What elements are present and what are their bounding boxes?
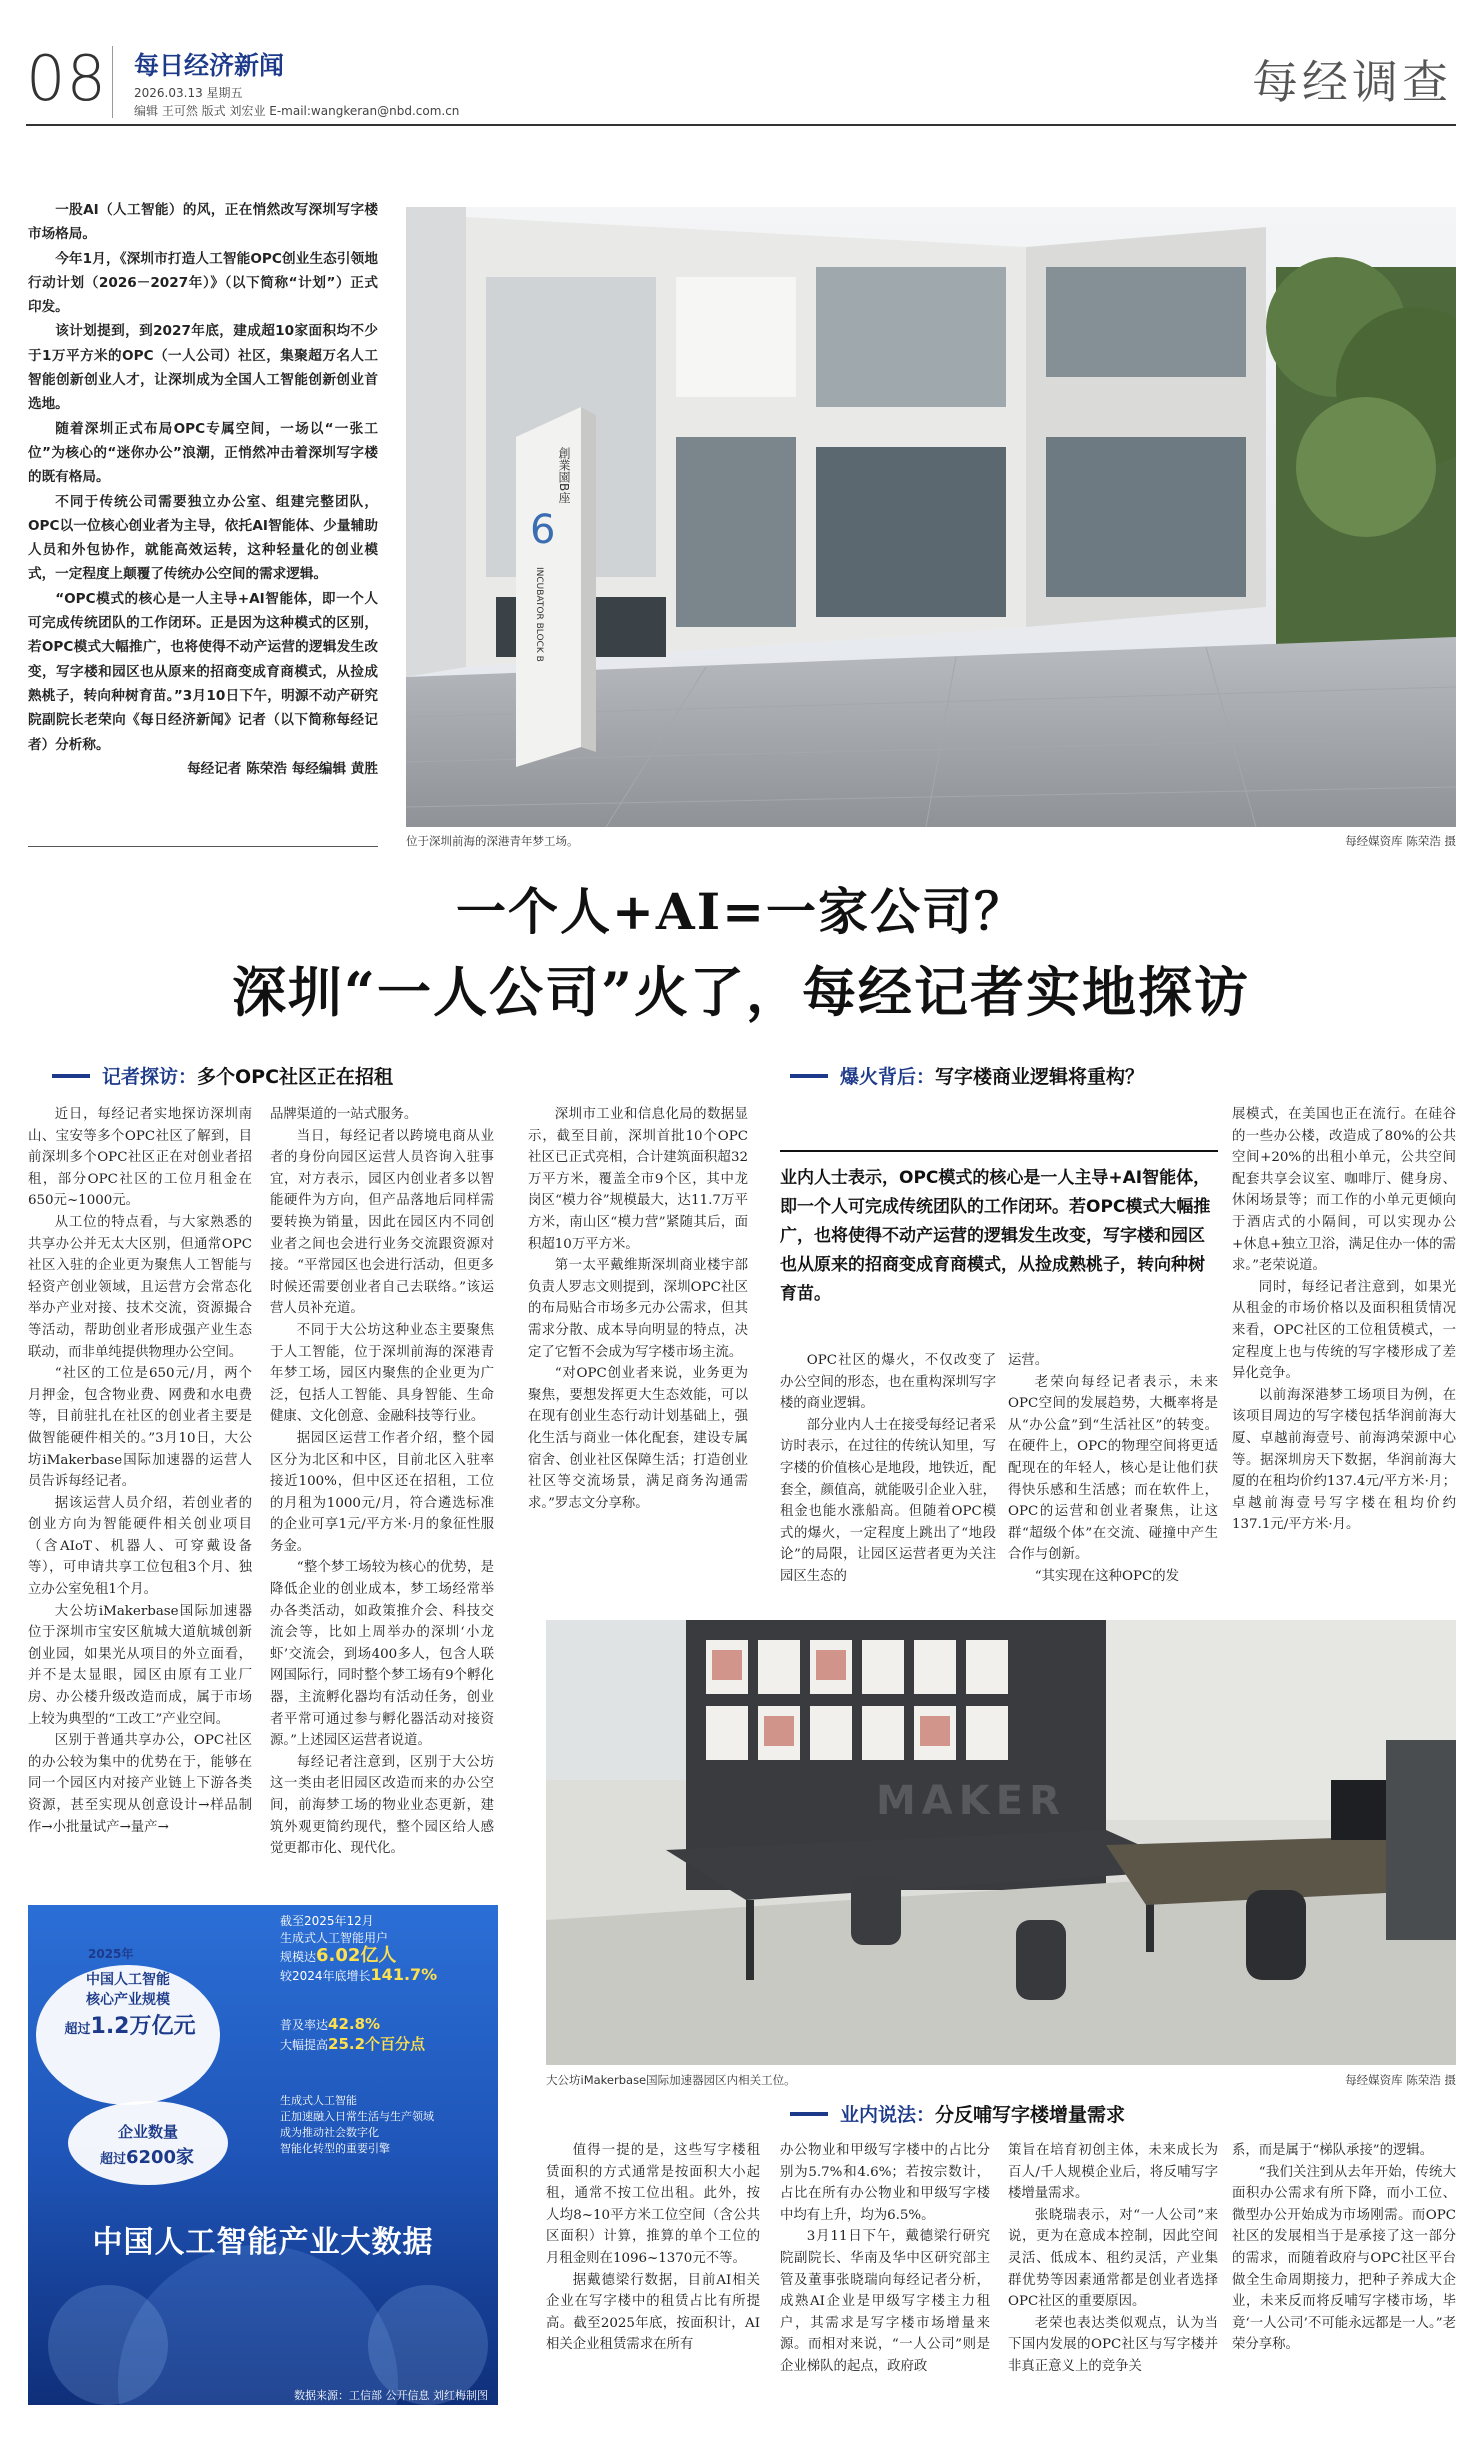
sign-number: 6 [530, 507, 556, 553]
paragraph: 以前海深港梦工场项目为例，在该项目周边的写字楼包括华润前海大厦、卓越前海壹号、前海鸿荣源中心等。据深圳房天下数据，华润前海大厦的在租均价约137.4元/平方米·月；卓越前海壹号写字楼在租均价约137.1元/平方米·月。 [1232, 1387, 1456, 1533]
date-line: 2026.03.13 星期五 [134, 86, 243, 100]
section2-heading [790, 1062, 1144, 1089]
paragraph: “社区的工位是650元/月，两个月押金，包含物业费、网费和水电费等，目前驻扎在社区的创业者主要是做智能硬件相关的。”3月10日，大公坊iMakerbase国际加速器的运营人员告诉每经记者。 [28, 1366, 252, 1490]
paragraph: 策旨在培育初创主体，未来成长为百人/千人规模企业后，将反哺写字楼增量需求。 [1008, 2143, 1218, 2202]
infobox-big-title: 中国人工智能产业大数据 [92, 2225, 434, 2260]
infobox-market-value [50, 2009, 210, 2040]
photo1-caption: 位于深圳前海的深港青年梦工场。 [406, 834, 579, 848]
paragraph: 老荣向每经记者表示，未来OPC空间的发展趋势，大概率将是从“办公盒”到“生活社区”的转变。在硬件上，OPC的物理空间将更适配现在的年轻人，核心是让他们获得快乐感和生活感；而在软件上，OPC的运营和创业者聚焦，让这群“超级个体”在交流、碰撞中产生合作与创新。 [1008, 1374, 1218, 1563]
paragraph: 部分业内人士在接受每经记者采访时表示，在过往的传统认知里，写字楼的价值核心是地段，地铁近，配套全，颜值高，就能吸引企业入驻，租金也能水涨船高。但随着OPC模式的爆火，一定程度上跳出了“地段论”的局限，让园区运营者更为关注园区生态的 [780, 1417, 996, 1584]
paragraph: 办公物业和甲级写字楼中的占比分别为5.7%和4.6%；若按宗数计，占比在所有办公物业和甲级写字楼中均有上升，均为6.5%。 [780, 2143, 990, 2223]
intro-text [28, 198, 378, 781]
intro-paragraph: 不同于传统公司需要独立办公室、组建完整团队，OPC以一位核心创业者为主导，依托AI智能体、少量辅助人员和外包协作，就能高效运转，这种轻量化的创业模式，一定程度上颠覆了传统办公空间的需求逻辑。 [28, 493, 378, 583]
building-photo [406, 207, 1456, 827]
pull-quote: 业内人士表示，OPC模式的核心是一人主导+AI智能体，即一个人可完成传统团队的工作闭环。若OPC模式大幅推广，也将使得不动产运营的逻辑发生改变，写字楼和园区也从原来的招商变成育商模式，从捡成熟桃子，转向种树育苗。 [780, 1168, 1211, 1304]
section2-title: 写字楼商业逻辑将重构？ [935, 1066, 1145, 1088]
firms-prefix: 超过 [99, 2152, 126, 2167]
heading-bar [52, 1074, 90, 1078]
sign-english: INCUBATOR BLOCK B [534, 567, 544, 662]
infobox-source: 数据来源：工信部 公开信息 刘红梅制图 [294, 2389, 488, 2402]
intro-paragraph: “OPC模式的核心是一人主导+AI智能体，即一个人可完成传统团队的工作闭环。正是因为这种模式的区别，若OPC模式大幅推广，也将使得不动产运营的逻辑发生改变，写字楼和园区也从原来的招商变成育商模式，从捡成熟桃子，转向种树育苗。”3月10日下午，明源不动产研究院副院长老荣向《每日经济新闻》记者（以下简称每经记者）分析称。 [28, 590, 378, 753]
headline-line1: 一个人+AI=一家公司？ [456, 882, 1026, 941]
paragraph: 当日，每经记者以跨境电商从业者的身份向园区运营人员咨询入驻事宜，对方表示，园区内创业者多以智能硬件为方向，但产品落地后同样需要转换为销量，因此在园区内不同创业者之间也会进行业务交流跟资源对接。“平常园区也会进行活动，但更多时候还需要创业者自己去联络。”该运营人员补充道。 [270, 1128, 494, 1317]
growth-prefix: 较2024年底增长 [280, 1969, 371, 1983]
paragraph: “对OPC创业者来说，业务更为聚焦，要想发挥更大生态效能，可以在现有创业生态行动计划基础上，强化生活与商业一体化配套，建设专属宿舍、创业社区保障生活；打造创业社区等交流场景，满足商务沟通需求。”罗志文分享称。 [528, 1366, 748, 1511]
genai-block [280, 2093, 434, 2157]
users-prefix: 规模达 [280, 1950, 317, 1964]
paragraph: 品牌渠道的一站式服务。 [270, 1107, 418, 1122]
users-value: 6.02亿人 [316, 1945, 397, 1966]
paragraph: 运营。 [1008, 1353, 1049, 1368]
wall-text: MAKER [876, 1778, 1066, 1824]
section2-column-2 [1008, 1350, 1218, 1588]
users-block [280, 1913, 437, 1985]
genai-line2: 正加速融入日常生活与生产领域 [280, 2110, 434, 2123]
paragraph: 近日，每经记者实地探访深圳南山、宝安等多个OPC社区了解到，目前深圳多个OPC社区正在对创业者招租，部分OPC社区的工位月租金在650元~1000元。 [28, 1107, 252, 1209]
section-title: 每经调查 [1252, 55, 1452, 109]
paragraph: 区别于普通共享办公，OPC社区的办公较为集中的优势在于，能够在同一个园区内对接产业链上下游各类资源，甚至实现从创意设计→样品制作→小批量试产→量产→ [28, 1733, 252, 1835]
quote-rule-top [780, 1150, 1218, 1152]
paragraph: “其实现在这种OPC的发 [1034, 1568, 1180, 1584]
heading-bar [790, 1074, 828, 1078]
paragraph: OPC社区的爆火，不仅改变了办公空间的形态，也在重构深圳写字楼的商业逻辑。 [780, 1353, 996, 1412]
editor-line: 编辑 王可然 版式 刘宏业 E-mail:wangkeran@nbd.com.cn [134, 104, 460, 118]
ai-infographic [28, 1905, 498, 2405]
firms-value: 6200家 [125, 2147, 195, 2168]
photo2-caption: 大公坊iMakerbase国际加速器园区内相关工位。 [546, 2073, 796, 2087]
page-number: 08 [26, 42, 107, 115]
firms-label: 企业数量 [117, 2123, 178, 2141]
paragraph: “整个梦工场较为核心的优势，是降低企业的创业成本，梦工场经常举办各类活动，如政策推介会、科技交流会等，比如上周举办的深圳‘小龙虾’交流会，到场400多人，包含人联网国际行，同时整个梦工场有9个孵化器，主流孵化器均有活动任务，创业者平常可通过参与孵化器活动对接资源。”上述园区运营者说道。 [270, 1560, 494, 1749]
market-value: 1.2万亿元 [90, 2014, 196, 2039]
paragraph: 3月11日下午，戴德梁行研究院副院长、华南及华中区研究部主管及董事张晓瑞向每经记者分析，成熟AI企业是甲级写字楼主力租户，其需求是写字楼市场增量来源。而相对来说，“一人公司”则是企业梯队的起点，政府政 [780, 2229, 990, 2374]
section1-keyword: 记者探访： [102, 1066, 198, 1088]
section3-keyword: 业内说法： [840, 2104, 936, 2126]
section3-column-3 [1008, 2140, 1218, 2378]
paragraph: 第一太平戴维斯深圳商业楼宇部负责人罗志文则提到，深圳OPC社区的布局贴合市场多元办公需求，但其需求分散、成本导向明显的特点，决定了它暂不会成为写字楼市场主流。 [528, 1258, 748, 1360]
users-growth: 141.7% [370, 1965, 438, 1984]
paragraph: 据戴德梁行数据，目前AI相关企业在写字楼中的租赁占比有所提高。截至2025年底，按面积计，AI相关企业租赁需求在所有 [546, 2272, 760, 2353]
paragraph: 大公坊iMakerbase国际加速器位于深圳市宝安区航城大道航城创新创业园，如果光从项目的外立面看，并不是太显眼，园区由原有工业厂房、办公楼升级改造而成，属于市场上较为典型的“工改工”产业空间。 [28, 1603, 252, 1727]
penetration-value: 42.8% [328, 2015, 381, 2033]
market-prefix: 超过 [64, 2022, 91, 2037]
section2-column-3 [1232, 1104, 1456, 1536]
paragraph: 深圳市工业和信息化局的数据显示，截至目前，深圳首批10个OPC社区已正式亮相，合计建筑面积超32万平方米，覆盖全市9个区，其中龙岗区“模力谷”规模最大，达11.7万平方米，南山区“模力营”紧随其后，面积超10万平方米。 [528, 1107, 748, 1252]
section3-column-4 [1232, 2140, 1456, 2356]
paragraph: 从工位的特点看，与大家熟悉的共享办公并无太大区别，但通常OPC社区入驻的企业更为聚焦人工智能与轻资产创业领域，且运营方会常态化举办产业对接、技术交流，资源撮合等活动，帮助创业者形成强产业生态联动，而非单纯提供物理办公空间。 [28, 1214, 252, 1360]
penetration-prefix: 普及率达 [280, 2018, 329, 2032]
section3-heading [790, 2100, 1125, 2127]
penetration-block [280, 2015, 425, 2055]
paragraph: 据该运营人员介绍，若创业者的创业方向为智能硬件相关创业项目（含AIoT、机器人、可穿戴设备等），可申请共享工位包租3个月、独立办公室免租1个月。 [28, 1495, 252, 1598]
byline: 每经记者 陈荣浩 每经编辑 黄胜 [187, 760, 378, 777]
section3-title: 分反哺写字楼增量需求 [935, 2104, 1126, 2126]
infobox-year: 2025年 [88, 1947, 134, 1961]
paragraph: “我们关注到从去年开始，传统大面积办公需求有所下降，而小工位、微型办公开始成为市场刚需。而OPC社区的发展相当于是承接了这一部分的需求，而随着政府与OPC社区平台做全生命周期接力，把种子养成大企业，未来反而将反哺写字楼市场，毕竟‘一人公司’不可能永远都是一人。”老荣分享称。 [1232, 2164, 1456, 2353]
header-rule [26, 124, 1456, 126]
paragraph: 不同于大公坊这种业态主要聚焦于人工智能，位于深圳前海的深港青年梦工场，园区内聚焦的企业更为广泛，包括人工智能、具身智能、生命健康、文化创意、金融科技等行业。 [270, 1322, 494, 1425]
paragraph: 系，而是属于“梯队承接”的逻辑。 [1232, 2143, 1434, 2158]
section3-column-2 [780, 2140, 990, 2378]
photo2-credit: 每经媒资库 陈荣浩 摄 [1345, 2073, 1456, 2087]
paragraph: 值得一提的是，这些写字楼租赁面积的方式通常是按面积大小起租，通常不按工位出租。此外，按人均8~10平方米工位空间（含公共区面积）计算，推算的单个工位的月租金则在1096~1370元不等。 [546, 2143, 760, 2266]
section1-column-1 [28, 1104, 252, 1838]
paragraph: 展模式，在美国也正在流行。在硅谷的一些办公楼，改造成了80%的公共空间+20%的出租小单元，公共空间配套共享会议室、咖啡厅、健身房、休闲场景等；而工作的小单元更倾向于酒店式的小隔间，可以实现办公+休息+独立卫浴，满足住办一体的需求。”老荣说道。 [1232, 1107, 1456, 1274]
header-divider [112, 46, 113, 118]
section1-column-2 [270, 1104, 494, 1860]
paragraph: 同时，每经记者注意到，如果光从租金的市场价格以及面积租赁情况来看，OPC社区的工位租赁模式，一定程度上也与传统的写字楼形成了差异化竞争。 [1232, 1279, 1456, 1382]
sign-chinese: 創業園B座 [557, 447, 571, 504]
genai-line1: 生成式人工智能 [280, 2094, 357, 2107]
section1-column-3 [528, 1104, 748, 1514]
infobox-market-line1: 中国人工智能 [86, 1972, 170, 1988]
section1-title: 多个OPC社区正在招租 [197, 1066, 394, 1088]
photo1-credit: 每经媒资库 陈荣浩 摄 [1345, 834, 1456, 848]
intro-rule [28, 846, 378, 847]
paragraph: 张晓瑞表示，对“一人公司”来说，更为在意成本控制，因此空间灵活、低成本、租约灵活，产业集群优势等因素通常都是创业者选择OPC社区的重要原因。 [1008, 2207, 1218, 2310]
heading-bar [790, 2112, 828, 2116]
newspaper-name: 每日经济新闻 [134, 51, 285, 80]
paragraph: 每经记者注意到，区别于大公坊这一类由老旧园区改造而来的办公空间，前海梦工场的物业业态更新，建筑外观更简约现代，整个园区给人感觉更都市化、现代化。 [270, 1754, 494, 1857]
paragraph: 老荣也表达类似观点，认为当下国内发展的OPC社区与写字楼并非真正意义上的竞争关 [1008, 2315, 1218, 2374]
users-line2: 生成式人工智能用户 [280, 1931, 389, 1945]
paragraph: 据园区运营工作者介绍，整个园区分为北区和中区，目前北区入驻率接近100%，但中区还在招租，工位的月租为1000元/月，符合遴选标准的企业可享1元/平方米·月的象征性服务金。 [270, 1430, 494, 1554]
headline-line2: 深圳“一人公司”火了，每经记者实地探访 [231, 960, 1251, 1024]
intro-paragraph: 随着深圳正式布局OPC专属空间，一场以“一张工位”为核心的“迷你办公”浪潮，正悄然冲击着深圳写字楼的既有格局。 [28, 420, 378, 486]
intro-paragraph: 该计划提到，到2027年底，建成超10家面积均不少于1万平方米的OPC（一人公司）社区，集聚超万名人工智能创新创业人才，让深圳成为全国人工智能创新创业首选地。 [28, 323, 378, 413]
infobox-market-line2: 核心产业规模 [86, 1992, 170, 2008]
increase-prefix: 大幅提高 [280, 2038, 329, 2052]
section1-heading [52, 1062, 393, 1089]
users-line1: 截至2025年12月 [280, 1914, 374, 1928]
firms-value-line [72, 2143, 222, 2169]
section2-keyword: 爆火背后： [840, 1066, 936, 1088]
genai-line4: 智能化转型的重要引擎 [280, 2142, 390, 2155]
section3-column-1 [546, 2140, 760, 2356]
genai-line3: 成为推动社会数字化 [280, 2126, 379, 2139]
intro-paragraph: 今年1月，《深圳市打造人工智能OPC创业生态引领地行动计划（2026－2027年）》（以下简称“计划”）正式印发。 [28, 250, 378, 316]
penetration-increase: 25.2个百分点 [328, 2035, 426, 2053]
office-photo [546, 1620, 1456, 2065]
section2-column-1 [780, 1350, 996, 1588]
intro-paragraph: 一股AI（人工智能）的风，正在悄然改写深圳写字楼市场格局。 [28, 202, 378, 243]
